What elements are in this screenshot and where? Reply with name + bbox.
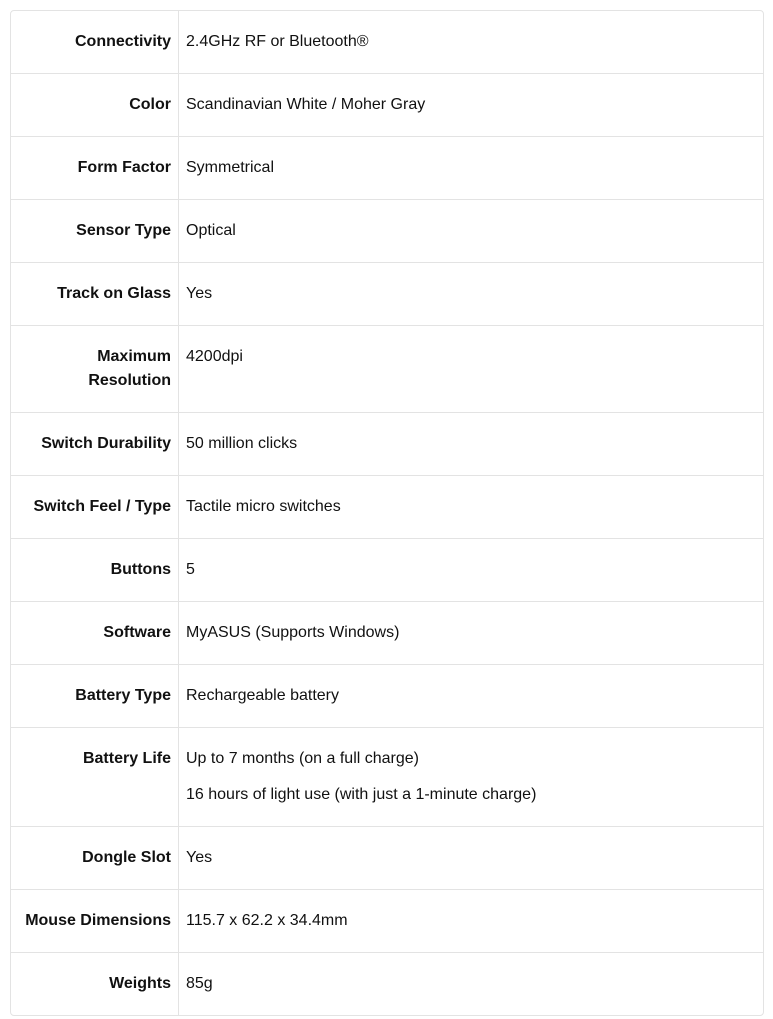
- spec-label: Battery Life: [11, 728, 179, 826]
- spec-row-color: [11, 73, 763, 136]
- spec-row-switch-feel-type: [11, 475, 763, 538]
- spec-value-line: 85g: [186, 975, 213, 992]
- spec-row-sensor-type: [11, 199, 763, 262]
- spec-label: Track on Glass: [11, 263, 179, 325]
- spec-label: Switch Feel / Type: [11, 476, 179, 538]
- spec-value-line: Symmetrical: [186, 159, 275, 176]
- spec-row-buttons: [11, 538, 763, 601]
- spec-value-line: MyASUS (Supports Windows): [186, 624, 400, 641]
- spec-value-line: Yes: [186, 285, 213, 302]
- spec-value-line: Rechargeable battery: [186, 687, 339, 704]
- spec-label: Dongle Slot: [11, 827, 179, 889]
- spec-value-line: 5: [186, 561, 195, 578]
- spec-row-dongle-slot: [11, 826, 763, 889]
- spec-label: Maximum Resolution: [11, 326, 179, 412]
- spec-value-line: Yes: [186, 849, 213, 866]
- spec-table: [10, 10, 764, 1016]
- spec-row-connectivity: [11, 11, 763, 73]
- spec-value: [179, 11, 763, 73]
- spec-row-switch-durability: [11, 412, 763, 475]
- spec-value: [179, 476, 763, 538]
- spec-row-software: [11, 601, 763, 664]
- spec-value: [179, 326, 763, 412]
- spec-value-line: 50 million clicks: [186, 435, 298, 452]
- spec-label: Software: [11, 602, 179, 664]
- spec-value: [179, 263, 763, 325]
- spec-label: Form Factor: [11, 137, 179, 199]
- spec-value-line: Optical: [186, 222, 236, 239]
- spec-row-maximum-resolution: [11, 325, 763, 412]
- spec-value: [179, 665, 763, 727]
- spec-row-track-on-glass: [11, 262, 763, 325]
- spec-value-line: 2.4GHz RF or Bluetooth®: [186, 33, 369, 50]
- spec-value-line: 4200dpi: [186, 348, 243, 365]
- spec-value: [179, 137, 763, 199]
- spec-row-battery-life: [11, 727, 763, 826]
- spec-label: Color: [11, 74, 179, 136]
- spec-row-mouse-dimensions: [11, 889, 763, 952]
- spec-value: [179, 413, 763, 475]
- spec-label: Weights: [11, 953, 179, 1015]
- spec-value: [179, 200, 763, 262]
- spec-value-line: 16 hours of light use (with just a 1-minute charge): [186, 786, 537, 803]
- spec-row-weights: [11, 952, 763, 1015]
- spec-label: Switch Durability: [11, 413, 179, 475]
- spec-value: [179, 827, 763, 889]
- spec-label: Sensor Type: [11, 200, 179, 262]
- spec-value: [179, 890, 763, 952]
- spec-row-form-factor: [11, 136, 763, 199]
- spec-value: [179, 602, 763, 664]
- spec-label: Buttons: [11, 539, 179, 601]
- spec-value-line: Scandinavian White / Moher Gray: [186, 96, 426, 113]
- spec-value-line: 115.7 x 62.2 x 34.4mm: [186, 912, 348, 929]
- spec-value: [179, 728, 763, 826]
- spec-value: [179, 74, 763, 136]
- spec-label: Connectivity: [11, 11, 179, 73]
- spec-value: [179, 539, 763, 601]
- spec-row-battery-type: [11, 664, 763, 727]
- spec-value-line: Tactile micro switches: [186, 498, 341, 515]
- spec-label: Mouse Dimensions: [11, 890, 179, 952]
- spec-label: Battery Type: [11, 665, 179, 727]
- spec-value-line: Up to 7 months (on a full charge): [186, 750, 420, 767]
- spec-value: [179, 953, 763, 1015]
